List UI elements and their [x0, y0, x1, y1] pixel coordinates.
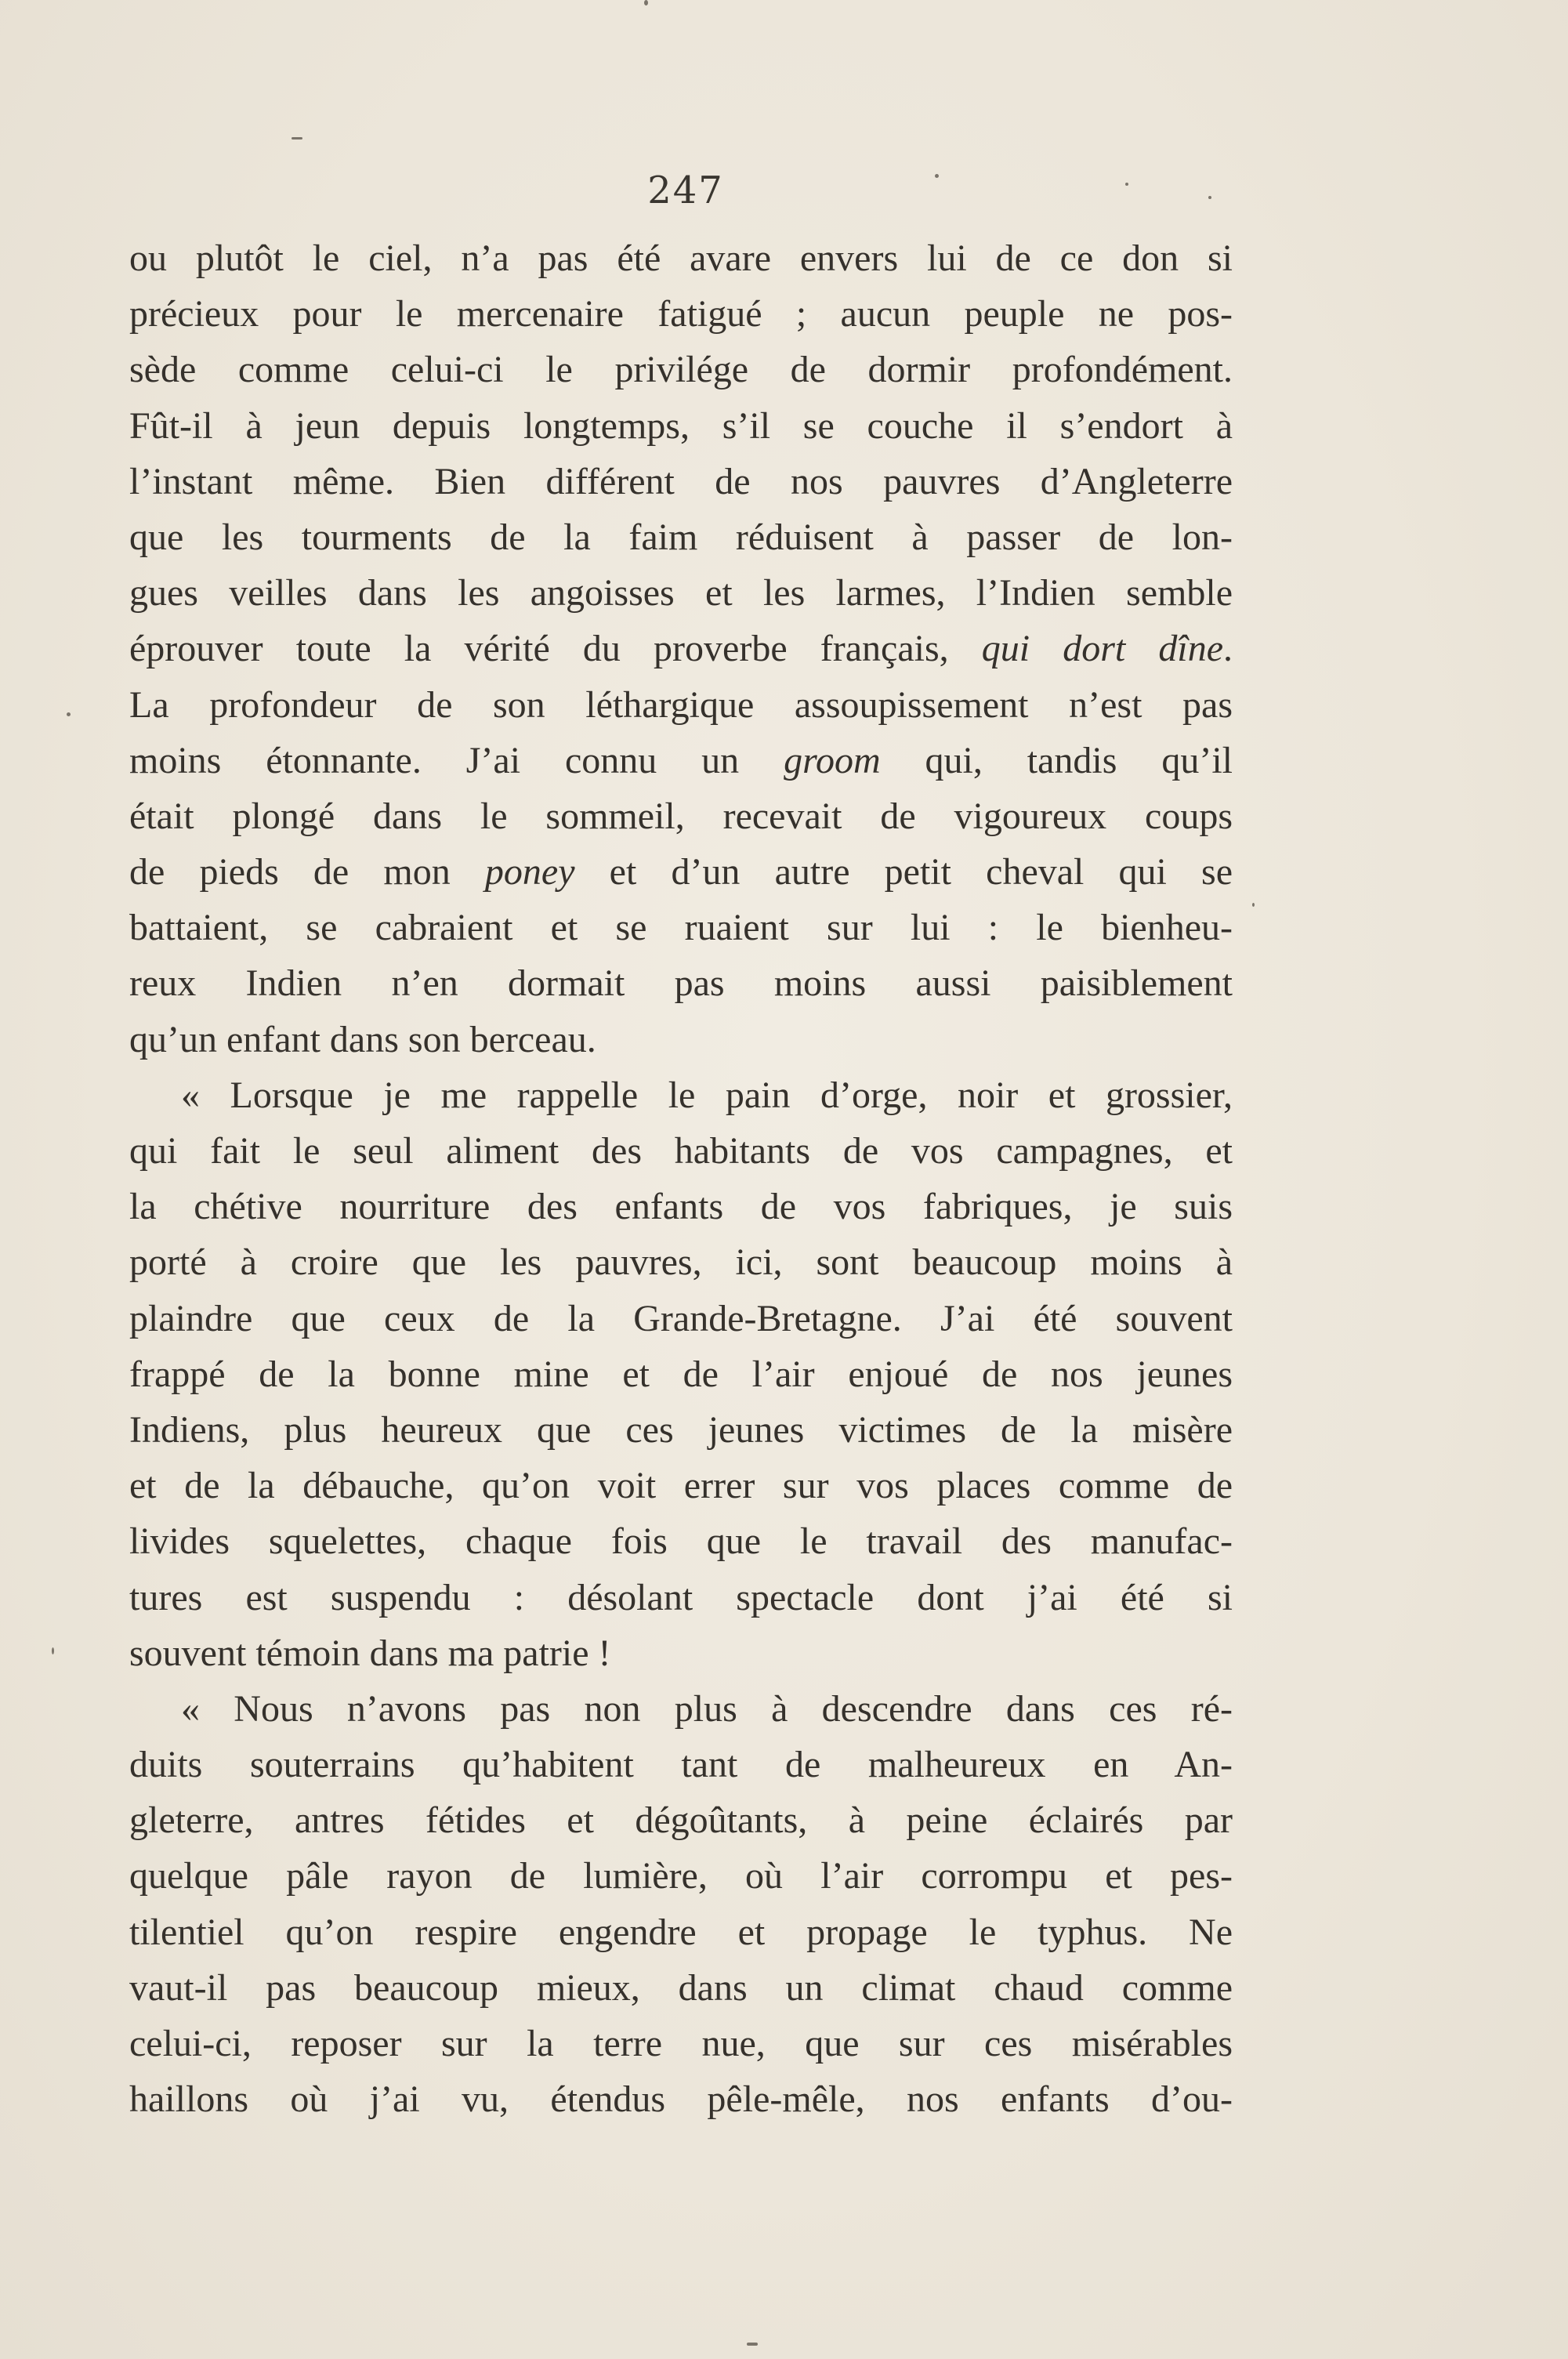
text-line: l’instant même. Bien différent de nos pauvres d’Angleterre [129, 460, 1233, 502]
paper-speck [747, 2343, 758, 2346]
page-number: 247 [647, 168, 724, 212]
body-text [129, 230, 1233, 2127]
text-line: plaindre que ceux de la Grande-Bretagne. J’ai été souvent [129, 1297, 1233, 1339]
text-line: et de la débauche, qu’on voit errer sur vos places comme de [129, 1465, 1233, 1507]
text-run: . [1223, 628, 1233, 670]
text-line: reux Indien n’en dormait pas moins aussi paisiblement [129, 962, 1233, 1005]
text-line: livides squelettes, chaque fois que le travail des manufac- [129, 1520, 1233, 1563]
text-line: vaut-il pas beaucoup mieux, dans un climat chaud comme [129, 1966, 1233, 2009]
italic-phrase: groom [784, 739, 881, 781]
text-line: précieux pour le mercenaire fatigué ; aucun peuple ne pos- [129, 293, 1233, 335]
text-run: moins étonnante. J’ai connu un [129, 739, 784, 781]
text-run: de pieds de mon [129, 851, 485, 893]
paper-speck [1252, 903, 1255, 907]
paper-speck [935, 174, 939, 178]
text-line: la chétive nourriture des enfants de vos fabriques, je suis [129, 1186, 1233, 1228]
text-line: quelque pâle rayon de lumière, où l’air corrompu et pes- [129, 1855, 1233, 1897]
text-run: qui, tandis qu’il [880, 739, 1233, 781]
text-line: était plongé dans le sommeil, recevait de vigoureux coups [129, 795, 1233, 837]
paper-speck [1208, 196, 1211, 199]
italic-phrase: poney [484, 851, 575, 893]
paper-speck [67, 712, 71, 716]
text-line: que les tourments de la faim réduisent à passer de lon- [129, 516, 1233, 558]
text-line: La profondeur de son léthargique assoupissement n’est pas [129, 683, 1233, 726]
text-line: souvent témoin dans ma patrie ! [129, 1632, 611, 1674]
text-line [129, 844, 1233, 900]
text-line: ou plutôt le ciel, n’a pas été avare envers lui de ce don si [129, 237, 1233, 279]
paper-speck [1125, 183, 1128, 186]
text-line: Fût-il à jeun depuis longtemps, s’il se couche il s’endort à [129, 404, 1233, 447]
text-line: frappé de la bonne mine et de l’air enjoué de nos jeunes [129, 1353, 1233, 1395]
text-line: porté à croire que les pauvres, ici, sont beaucoup moins à [129, 1241, 1233, 1284]
italic-phrase: qui dort dîne [981, 628, 1223, 670]
text-line: Indiens, plus heureux que ces jeunes victimes de la misère [129, 1408, 1233, 1451]
text-line: « Lorsque je me rappelle le pain d’orge, noir et grossier, [181, 1074, 1233, 1116]
text-line: gues veilles dans les angoisses et les larmes, l’Indien semble [129, 572, 1233, 614]
text-line: qu’un enfant dans son berceau. [129, 1018, 596, 1060]
text-line: qui fait le seul aliment des habitants de vos campagnes, et [129, 1130, 1233, 1172]
text-line: sède comme celui-ci le privilége de dormir profondément. [129, 349, 1233, 391]
text-line: battaient, se cabraient et se ruaient sur lui : le bienheu- [129, 907, 1233, 949]
text-line: tilentiel qu’on respire engendre et propage le typhus. Ne [129, 1911, 1233, 1953]
text-run: éprouver toute la vérité du proverbe français, [129, 628, 982, 670]
text-line: gleterre, antres fétides et dégoûtants, à peine éclairés par [129, 1799, 1233, 1842]
text-line: duits souterrains qu’habitent tant de malheureux en An- [129, 1744, 1233, 1786]
text-line: haillons où j’ai vu, étendus pêle-mêle, nos enfants d’ou- [129, 2078, 1233, 2121]
text-run: et d’un autre petit cheval qui se [574, 851, 1233, 893]
text-line: celui-ci, reposer sur la terre nue, que sur ces misérables [129, 2023, 1233, 2064]
text-line [129, 621, 1233, 676]
paper-speck [292, 137, 302, 140]
text-line: tures est suspendu : désolant spectacle dont j’ai été si [129, 1576, 1233, 1618]
paper-speck [644, 0, 648, 5]
text-line: « Nous n’avons pas non plus à descendre dans ces ré- [181, 1687, 1233, 1730]
paper-speck [52, 1647, 54, 1654]
text-line [129, 733, 1233, 788]
